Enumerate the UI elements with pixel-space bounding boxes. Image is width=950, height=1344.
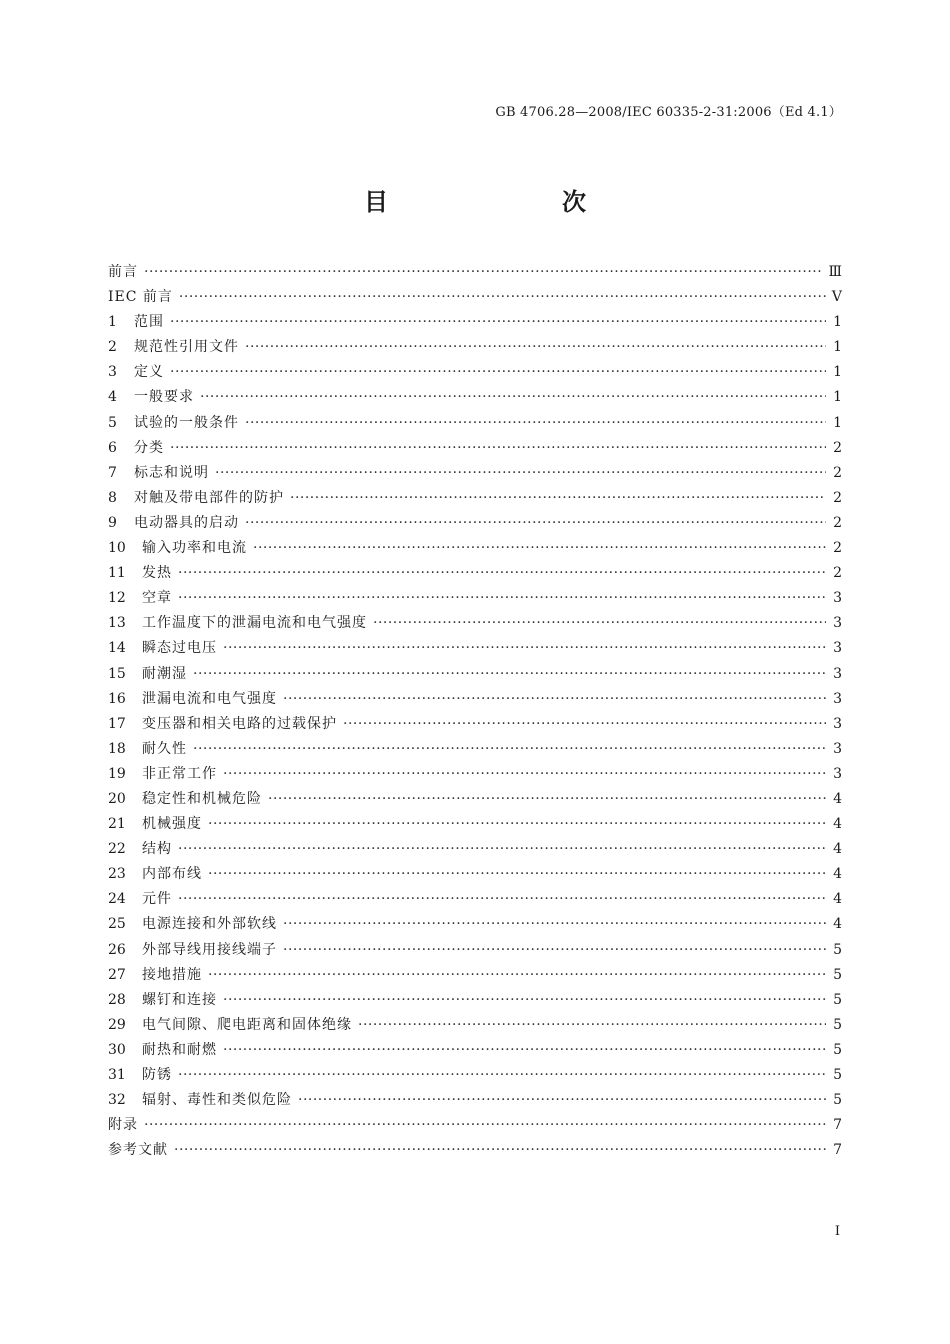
toc-leader-dots <box>170 310 826 335</box>
toc-entry-number: 32 <box>108 1092 126 1109</box>
toc-entry-number: 31 <box>108 1067 126 1083</box>
toc-entry-page: 5 <box>833 1092 842 1109</box>
toc-entry[interactable] <box>108 611 842 636</box>
toc-entry-label: 前言 <box>108 264 138 280</box>
toc-entry-page: 1 <box>833 389 842 406</box>
toc-entry-number: 5 <box>108 414 117 431</box>
toc-leader-dots <box>178 561 826 586</box>
toc-entry-page: 5 <box>833 1016 842 1033</box>
toc-leader-dots <box>178 837 826 862</box>
toc-leader-dots <box>245 411 826 436</box>
toc-entry-label: 接地措施 <box>142 966 202 983</box>
toc-entry-number: 11 <box>108 565 126 582</box>
toc-leader-dots <box>215 461 826 486</box>
toc-leader-dots <box>343 712 826 737</box>
toc-leader-dots <box>178 1063 826 1088</box>
toc-entry-page: 3 <box>833 690 842 707</box>
toc-entry-page: 3 <box>833 665 842 682</box>
toc-leader-dots <box>283 938 826 963</box>
toc-entry[interactable] <box>108 963 842 988</box>
toc-entry-label: 试验的一般条件 <box>134 414 239 431</box>
toc-entry-number: 6 <box>108 439 117 456</box>
toc-entry-page: 4 <box>833 841 842 858</box>
toc-entry-label: 辐射、毒性和类似危险 <box>142 1092 292 1109</box>
toc-entry-page: 1 <box>833 414 842 431</box>
toc-entry-page: 5 <box>833 991 842 1008</box>
toc-leader-dots <box>144 1113 826 1138</box>
toc-leader-dots <box>208 862 826 887</box>
toc-entry-number: 24 <box>108 891 126 908</box>
toc-entry-label: 螺钉和连接 <box>142 991 217 1008</box>
toc-entry-page: 2 <box>833 439 842 456</box>
toc-leader-dots <box>290 486 826 511</box>
toc-entry-page: 4 <box>833 816 842 833</box>
toc-entry-label: 范围 <box>134 314 164 331</box>
toc-entry-page: 2 <box>833 514 842 531</box>
toc-leader-dots <box>253 536 826 561</box>
toc-entry-page: 1 <box>833 314 842 331</box>
toc-entry-label: 定义 <box>134 364 164 381</box>
toc-entry-number: 15 <box>108 665 126 682</box>
toc-entry-number: 20 <box>108 790 126 807</box>
toc-entry[interactable] <box>108 536 842 561</box>
toc-entry-page: 2 <box>833 464 842 481</box>
toc-entry[interactable] <box>108 1063 842 1088</box>
toc-leader-dots <box>245 511 826 536</box>
toc-entry-number: 8 <box>108 489 117 506</box>
toc-leader-dots <box>283 687 826 712</box>
toc-entry-number: 25 <box>108 916 126 933</box>
toc-entry[interactable] <box>108 1138 842 1163</box>
toc-entry-label: 一般要求 <box>134 389 194 406</box>
toc-entry[interactable] <box>108 787 842 812</box>
toc-leader-dots <box>193 662 826 687</box>
toc-entry[interactable] <box>108 586 842 611</box>
toc-leader-dots <box>170 436 826 461</box>
toc-leader-dots <box>373 611 826 636</box>
toc-entry-number: 27 <box>108 966 126 983</box>
toc-entry[interactable] <box>108 511 842 536</box>
toc-leader-dots <box>178 887 826 912</box>
toc-entry[interactable] <box>108 436 842 461</box>
toc-entry-label: 发热 <box>142 565 172 582</box>
toc-entry[interactable] <box>108 988 842 1013</box>
toc-leader-dots <box>208 963 826 988</box>
toc-entry-label: 耐潮湿 <box>142 665 187 682</box>
toc-entry-label: 泄漏电流和电气强度 <box>142 690 277 707</box>
toc-entry-page: Ⅲ <box>828 264 842 280</box>
toc-entry-page: 5 <box>833 941 842 958</box>
toc-entry-page: 1 <box>833 364 842 381</box>
toc-entry-label: IEC 前言 <box>108 289 173 306</box>
toc-entry-page: 4 <box>833 916 842 933</box>
toc-entry-number: 7 <box>108 464 117 481</box>
toc-entry[interactable] <box>108 411 842 436</box>
toc-entry-label: 标志和说明 <box>134 464 209 481</box>
toc-entry[interactable] <box>108 762 842 787</box>
toc-entry-label: 耐热和耐燃 <box>142 1041 217 1058</box>
toc-entry[interactable] <box>108 662 842 687</box>
toc-entry-number: 9 <box>108 514 117 531</box>
toc-entry[interactable] <box>108 285 842 310</box>
toc-entry[interactable] <box>108 360 842 385</box>
toc-leader-dots <box>283 912 826 937</box>
toc-leader-dots <box>144 260 822 285</box>
toc-leader-dots <box>200 385 826 410</box>
toc-entry-label: 电动器具的启动 <box>134 514 239 531</box>
toc-leader-dots <box>178 586 826 611</box>
toc-entry-label: 瞬态过电压 <box>142 640 217 657</box>
toc-entry-label: 分类 <box>134 439 164 456</box>
toc-entry-page: 3 <box>833 590 842 607</box>
toc-entry[interactable] <box>108 938 842 963</box>
toc-entry-number: 23 <box>108 866 126 883</box>
toc-leader-dots <box>174 1138 826 1163</box>
toc-entry[interactable] <box>108 687 842 712</box>
toc-leader-dots <box>223 762 826 787</box>
toc-entry[interactable] <box>108 912 842 937</box>
toc-entry-label: 电气间隙、爬电距离和固体绝缘 <box>142 1016 352 1033</box>
toc-entry[interactable] <box>108 1038 842 1063</box>
toc-entry[interactable] <box>108 636 842 661</box>
toc-entry-label: 稳定性和机械危险 <box>142 790 262 807</box>
toc-entry[interactable] <box>108 461 842 486</box>
toc-entry-page: 5 <box>833 966 842 983</box>
toc-entry-number: 28 <box>108 991 126 1008</box>
toc-entry-label: 外部导线用接线端子 <box>142 941 277 958</box>
toc-leader-dots <box>268 787 826 812</box>
toc-entry-label: 结构 <box>142 841 172 858</box>
page-title: 目 次 <box>364 187 628 216</box>
toc-entry-page: 2 <box>833 540 842 557</box>
toc-entry-number: 21 <box>108 816 126 833</box>
toc-leader-dots <box>223 988 826 1013</box>
toc-entry-page: 5 <box>833 1067 842 1083</box>
toc-entry-number: 12 <box>108 590 126 607</box>
toc-entry-page: 3 <box>833 740 842 757</box>
toc-entry-page: 1 <box>833 339 842 356</box>
toc-entry-page: Ⅴ <box>831 289 842 306</box>
toc-entry[interactable] <box>108 737 842 762</box>
toc-entry-label: 空章 <box>142 590 172 607</box>
toc-entry[interactable] <box>108 335 842 360</box>
toc-entry[interactable] <box>108 486 842 511</box>
toc-entry[interactable] <box>108 862 842 887</box>
toc-entry[interactable] <box>108 1113 842 1138</box>
toc-entry[interactable] <box>108 1013 842 1038</box>
toc-entry-label: 工作温度下的泄漏电流和电气强度 <box>142 615 367 632</box>
toc-leader-dots <box>179 285 826 310</box>
toc-entry-number: 19 <box>108 765 126 782</box>
standard-code-header: GB 4706.28—2008/IEC 60335-2-31:2006（Ed 4.1） <box>495 105 842 120</box>
toc-entry-page: 3 <box>833 640 842 657</box>
toc-entry-label: 附录 <box>108 1117 138 1134</box>
toc-leader-dots <box>358 1013 826 1038</box>
toc-entry-number: 16 <box>108 690 126 707</box>
toc-entry[interactable] <box>108 837 842 862</box>
toc-entry-number: 29 <box>108 1016 126 1033</box>
toc-entry-number: 30 <box>108 1041 126 1058</box>
toc-entry-page: 2 <box>833 565 842 582</box>
toc-entry-label: 变压器和相关电路的过载保护 <box>142 715 337 732</box>
toc-entry-number: 4 <box>108 389 117 406</box>
toc-entry-label: 电源连接和外部软线 <box>142 916 277 933</box>
toc-entry-label: 防锈 <box>142 1067 172 1083</box>
toc-leader-dots <box>245 335 826 360</box>
toc-entry-label: 机械强度 <box>142 816 202 833</box>
toc-entry[interactable] <box>108 260 842 285</box>
toc-leader-dots <box>223 1038 826 1063</box>
toc-entry-page: 3 <box>833 765 842 782</box>
toc-leader-dots <box>208 812 826 837</box>
toc-entry[interactable] <box>108 310 842 335</box>
toc-entry[interactable] <box>108 1088 842 1113</box>
page-number: Ⅰ <box>834 1224 840 1239</box>
table-of-contents <box>108 260 842 1163</box>
toc-entry-label: 规范性引用文件 <box>134 339 239 356</box>
toc-entry-page: 3 <box>833 715 842 732</box>
toc-entry-page: 7 <box>833 1117 842 1134</box>
toc-entry-number: 10 <box>108 540 126 557</box>
toc-entry[interactable] <box>108 385 842 410</box>
toc-entry-page: 4 <box>833 790 842 807</box>
toc-entry-number: 26 <box>108 941 126 958</box>
toc-entry[interactable] <box>108 887 842 912</box>
toc-entry-number: 22 <box>108 841 126 858</box>
toc-entry[interactable] <box>108 812 842 837</box>
toc-entry-page: 4 <box>833 891 842 908</box>
toc-entry-page: 3 <box>833 615 842 632</box>
toc-entry-label: 对触及带电部件的防护 <box>134 489 284 506</box>
toc-entry-number: 17 <box>108 715 126 732</box>
toc-entry[interactable] <box>108 561 842 586</box>
toc-leader-dots <box>170 360 826 385</box>
toc-entry-number: 14 <box>108 640 126 657</box>
toc-entry-label: 输入功率和电流 <box>142 540 247 557</box>
toc-entry-number: 13 <box>108 615 126 632</box>
toc-entry-number: 2 <box>108 339 117 356</box>
toc-entry-label: 非正常工作 <box>142 765 217 782</box>
toc-entry-page: 4 <box>833 866 842 883</box>
toc-leader-dots <box>223 636 826 661</box>
toc-entry-label: 元件 <box>142 891 172 908</box>
toc-entry-label: 参考文献 <box>108 1142 168 1159</box>
toc-entry-page: 2 <box>833 489 842 506</box>
toc-leader-dots <box>298 1088 826 1113</box>
toc-entry[interactable] <box>108 712 842 737</box>
toc-entry-page: 7 <box>833 1142 842 1159</box>
toc-leader-dots <box>193 737 826 762</box>
toc-entry-label: 内部布线 <box>142 866 202 883</box>
toc-entry-number: 1 <box>108 314 117 331</box>
toc-entry-label: 耐久性 <box>142 740 187 757</box>
toc-entry-number: 3 <box>108 364 117 381</box>
toc-entry-number: 18 <box>108 740 126 757</box>
toc-entry-page: 5 <box>833 1041 842 1058</box>
